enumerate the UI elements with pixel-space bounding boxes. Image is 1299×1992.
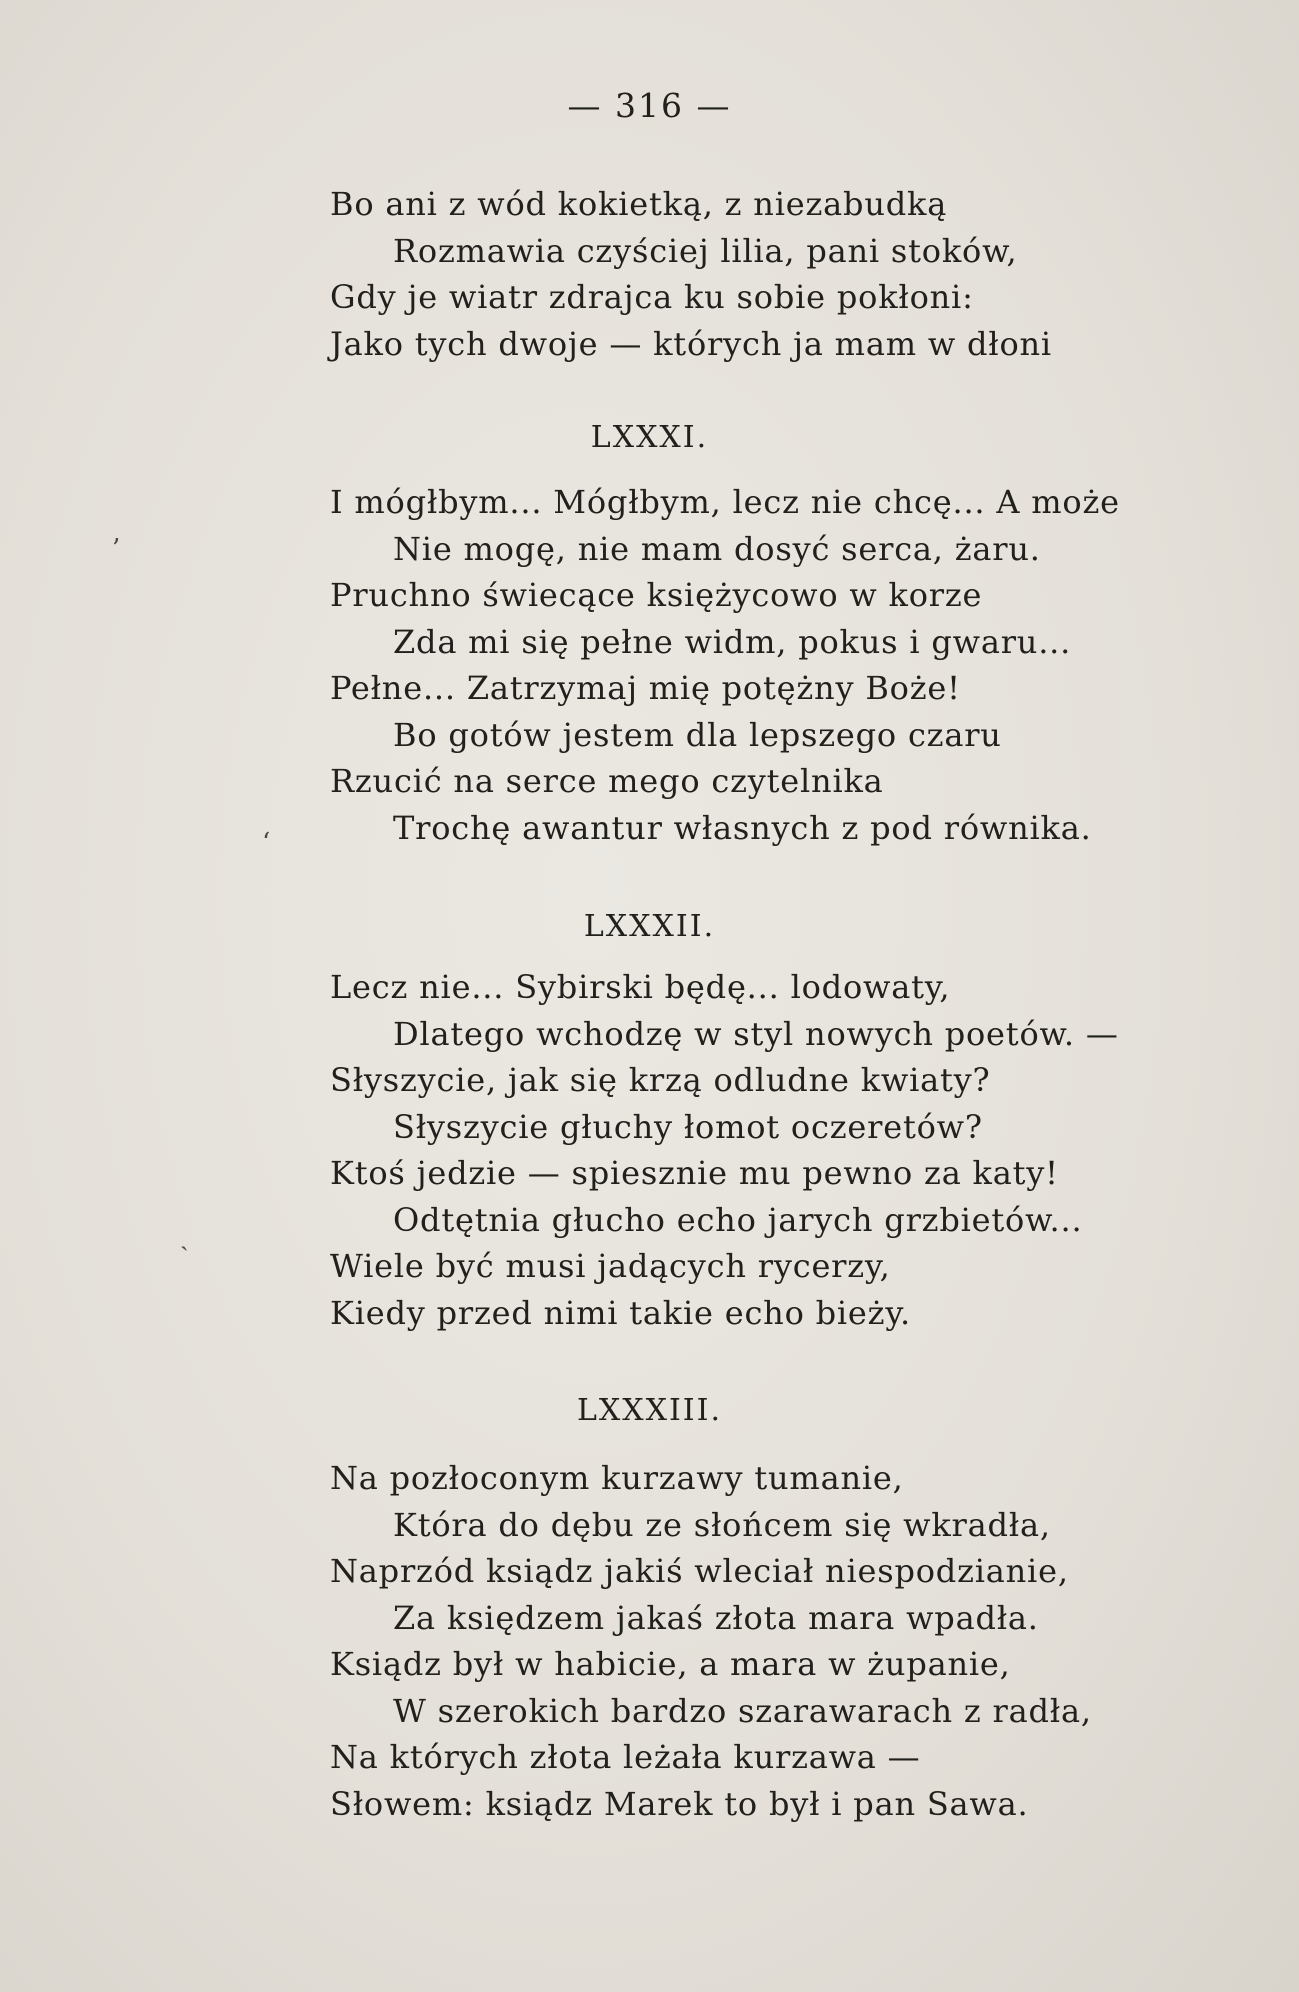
stanza-lxxxiii <box>330 1455 1230 1827</box>
page-number: — 316 — <box>567 86 732 125</box>
verse-line: Dlatego wchodzę w styl nowych poetów. — <box>393 1014 1119 1053</box>
stanza-heading-lxxxi: LXXXI. <box>590 420 709 455</box>
verse-line: Naprzód ksiądz jakiś wleciał niespodzianie, <box>330 1552 1069 1590</box>
verse-line: Która do dębu ze słońcem się wkradła, <box>393 1505 1051 1544</box>
verse-line: Zda mi się pełne widm, pokus i gwaru... <box>393 622 1072 661</box>
stanza-heading-lxxxiii: LXXXIII. <box>576 1393 723 1428</box>
stanza-lxxxii <box>330 964 1230 1336</box>
verse-line: Wiele być musi jadących rycerzy, <box>330 1247 891 1285</box>
verse-line: I mógłbym... Mógłbym, lecz nie chcę... A może <box>330 483 1120 521</box>
verse-line: Lecz nie... Sybirski będę... lodowaty, <box>330 968 951 1006</box>
verse-line: Odtętnia głucho echo jarych grzbietów... <box>393 1200 1083 1239</box>
verse-line: Jako tych dwoje — których ja mam w dłoni <box>330 324 1052 363</box>
stanza-continuation <box>330 181 1230 367</box>
verse-line: Kiedy przed nimi takie echo bieży. <box>330 1293 911 1332</box>
verse-line: Bo gotów jestem dla lepszego czaru <box>393 715 1002 754</box>
verse-line: Ktoś jedzie — spiesznie mu pewno za katy! <box>330 1154 1059 1192</box>
stray-mark: ˏ <box>180 1222 189 1252</box>
verse-line: Ksiądz był w habicie, a mara w żupanie, <box>330 1645 1011 1683</box>
stanza-lxxxi <box>330 479 1230 851</box>
verse-line: Słyszycie głuchy łomot oczeretów? <box>393 1107 983 1146</box>
stray-mark: ’ <box>112 534 121 564</box>
verse-line: Bo ani z wód kokietką, z niezabudką <box>330 185 948 223</box>
verse-line: Pełne... Zatrzymaj mię potężny Boże! <box>330 669 961 707</box>
stanza-heading-lxxxii: LXXXII. <box>583 909 716 944</box>
verse-line: Gdy je wiatr zdrajca ku sobie pokłoni: <box>330 278 974 316</box>
stray-mark: ʻ <box>262 828 271 858</box>
verse-line: Na pozłoconym kurzawy tumanie, <box>330 1459 904 1497</box>
verse-line: Trochę awantur własnych z pod równika. <box>393 808 1092 847</box>
verse-line: W szerokich bardzo szarawarach z radła, <box>393 1691 1092 1730</box>
verse-line: Pruchno świecące księżycowo w korze <box>330 576 983 614</box>
verse-line: Za księdzem jakaś złota mara wpadła. <box>393 1598 1039 1637</box>
verse-line: Słyszycie, jak się krzą odludne kwiaty? <box>330 1061 991 1099</box>
verse-line: Słowem: ksiądz Marek to był i pan Sawa. <box>330 1784 1029 1823</box>
verse-line: Na których złota leżała kurzawa — <box>330 1738 921 1776</box>
verse-line: Nie mogę, nie mam dosyć serca, żaru. <box>393 529 1041 568</box>
verse-line: Rozmawia czyściej lilia, pani stoków, <box>393 231 1018 270</box>
verse-line: Rzucić na serce mego czytelnika <box>330 762 884 800</box>
